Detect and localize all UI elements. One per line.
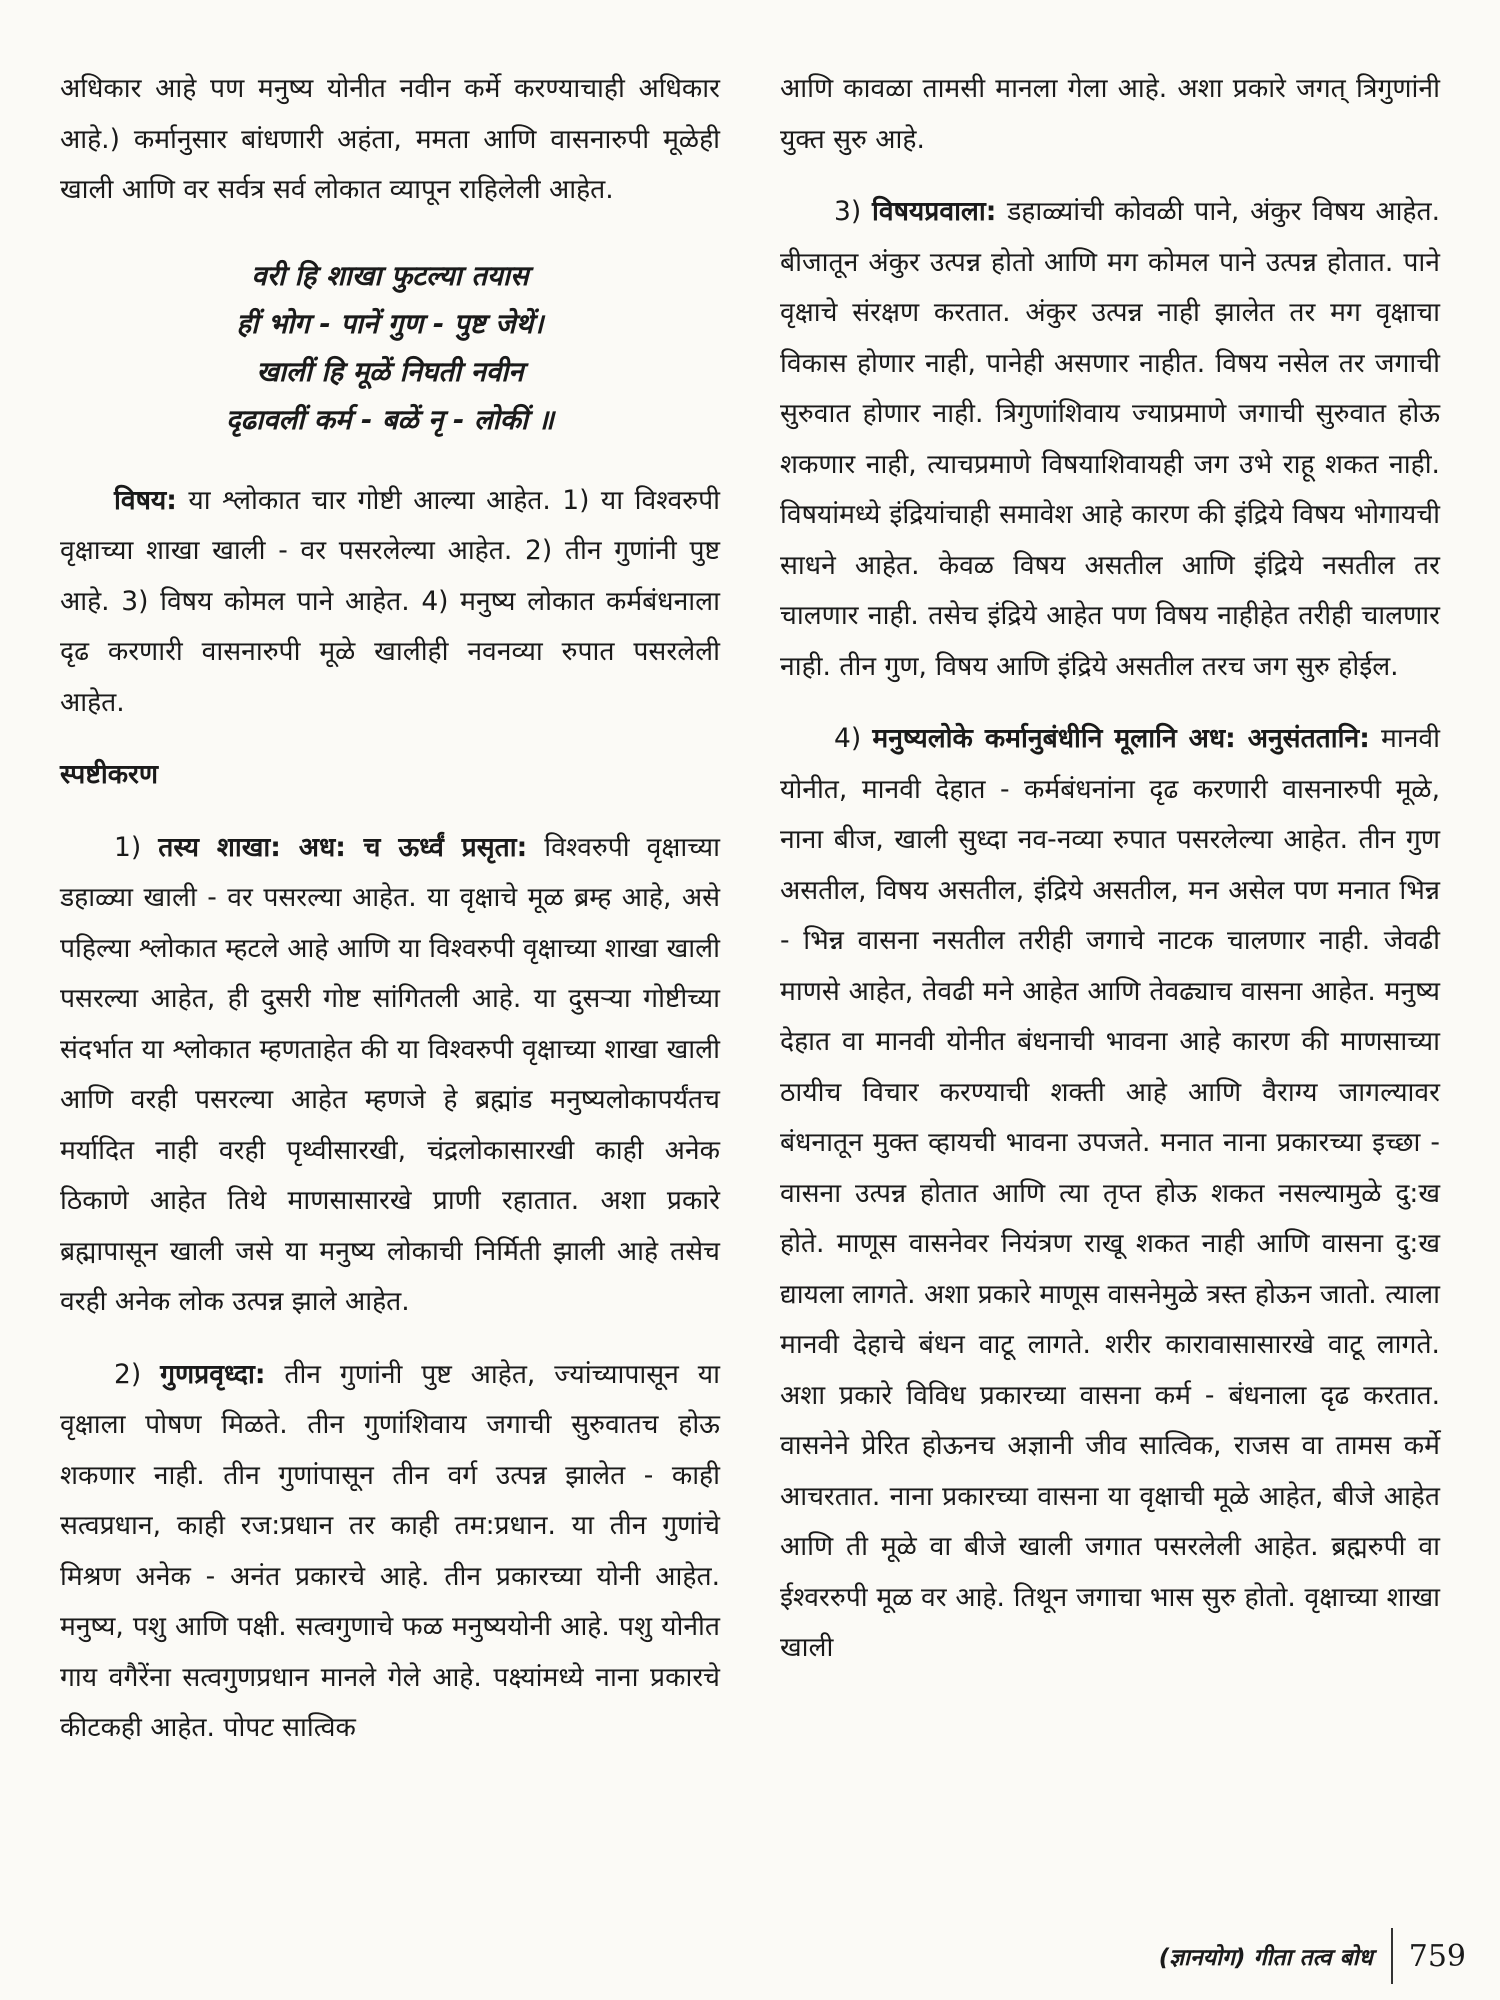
book-title: (ज्ञानयोग) गीता तत्व बोध <box>1158 1945 1373 1971</box>
continued-paragraph: अधिकार आहे पण मनुष्य योनीत नवीन कर्मे करण्याचाही अधिकार आहे.) कर्मानुसार बांधणारी अहंता, ममता आणि वासनारुपी मूळेही खाली आणि वर सर्वत्र सर्व लोकात व्यापून राहिलेली आहेत. <box>60 73 720 205</box>
subject-label: विषय: <box>114 484 177 516</box>
point-number: 2) <box>114 1358 161 1390</box>
point-text: मानवी योनीत, मानवी देहात - कर्मबंधनांना दृढ करणारी वासनारुपी मूळे, नाना बीज, खाली सुध्दा नव-नव्या रुपात पसरलेल्या आहेत. तीन गुण असतील, विषय असतील, इंद्रिये असतील, मन असेल पण मनात भिन्न - भिन्न वासना नसतील तरीही जगाचे नाटक चालणार नाही. जेवढी माणसे आहेत, तेवढी मने आहेत आणि तेवढ्याच वासना आहेत. मनुष्य देहात वा मानवी योनीत बंधनाची भावना आहे कारण की माणसाच्या ठायीच विचार करण्याची शक्ती आहे आणि वैराग्य जागल्यावर बंधनातून मुक्त व्हायची भावना उपजते. मनात नाना प्रकारच्या इच्छा - वासना उत्पन्न होतात आणि त्या तृप्त होऊ शकत नसल्यामुळे दु:ख होते. माणूस वासनेवर नियंत्रण राखू शकत नाही आणि वासना दु:ख द्यायला लागते. अशा प्रकारे माणूस वासनेमुळे त्रस्त होऊन जातो. त्याला मानवी देहाचे बंधन वाटू लागते. शरीर कारावासासारखे वाटू लागते. अशा प्रकारे विविध प्रकारच्या वासना कर्म - बंधनाला दृढ करतात. वासनेने प्रेरित होऊनच अज्ञानी जीव सात्विक, राजस वा तामस कर्मे आचरतात. नाना प्रकारच्या वासना या वृक्षाची मूळे आहेत, बीजे आहेत आणि ती मूळे वा बीजे खाली जगात पसरलेली आहेत. ब्रह्मरुपी वा ईश्वररुपी मूळ वर आहे. तिथून जगाचा भास सुरु होतो. वृक्षाच्या शाखा खाली <box>780 723 1440 1663</box>
left-column <box>60 64 720 1754</box>
verse-line: दृढावलीं कर्म - बळें नृ - लोकीं ॥ <box>225 403 555 436</box>
footer-divider <box>1391 1928 1393 1984</box>
verse-line: वरी हि शाखा फुटल्या तयास <box>251 259 529 292</box>
point-number: 3) <box>834 196 872 227</box>
subject-paragraph <box>60 476 720 729</box>
right-column <box>780 64 1440 1674</box>
point-number: 4) <box>834 723 873 754</box>
verse-line: खालीं हि मूळें निघती नवीन <box>256 355 524 388</box>
page-footer <box>1159 1928 1466 1984</box>
point-label: विषयप्रवाला: <box>871 196 997 227</box>
explanation-paragraph-2 <box>60 1350 720 1754</box>
page-number: 759 <box>1408 1938 1466 1974</box>
point-text: विश्वरुपी वृक्षाच्या डहाळ्या खाली - वर पसरल्या आहेत. या वृक्षाचे मूळ ब्रम्ह आहे, असे पहिल्या श्लोकात म्हटले आहे आणि या विश्वरुपी वृक्षाच्या शाखा खाली पसरल्या आहेत, ही दुसरी गोष्ट सांगितली आहे. या दुसऱ्या गोष्टीच्या संदर्भात या श्लोकात म्हणताहेत की या विश्वरुपी वृक्षाच्या शाखा खाली आणि वरही पसरल्या आहेत म्हणजे हे ब्रह्मांड मनुष्यलोकापर्यंतच मर्यादित नाही वरही पृथ्वीसारखी, चंद्रलोकासारखी काही अनेक ठिकाणे आहेत तिथे माणसासारखे प्राणी रहातात. अशा प्रकारे ब्रह्मापासून खाली जसे या मनुष्य लोकाची निर्मिती झाली आहे तसेच वरही अनेक लोक उत्पन्न झाले आहेत. <box>60 831 720 1317</box>
subject-text: या श्लोकात चार गोष्टी आल्या आहेत. 1) या विश्वरुपी वृक्षाच्या शाखा खाली - वर पसरलेल्या आहेत. 2) तीन गुणांनी पुष्ट आहे. 3) विषय कोमल पाने आहेत. 4) मनुष्य लोकात कर्मबंधनाला दृढ करणारी वासनारुपी मूळे खालीही नवनव्या रुपात पसरलेली आहेत. <box>60 484 720 718</box>
point-label: मनुष्यलोके कर्मानुबंधीनि मूलानि अध: अनुसंततानि: <box>872 723 1370 754</box>
point-text: तीन गुणांनी पुष्ट आहेत, ज्यांच्यापासून या वृक्षाला पोषण मिळते. तीन गुणांशिवाय जगाची सुरुवातच होऊ शकणार नाही. तीन गुणांपासून तीन वर्ग उत्पन्न झालेत - काही सत्वप्रधान, काही रज:प्रधान तर काही तम:प्रधान. या तीन गुणांचे मिश्रण अनेक - अनंत प्रकारचे आहे. तीन प्रकारच्या योनी आहेत. मनुष्य, पशु आणि पक्षी. सत्वगुणाचे फळ मनुष्ययोनी आहे. पशु योनीत गाय वगैरेंना सत्वगुणप्रधान मानले गेले आहे. पक्ष्यांमध्ये नाना प्रकारचे कीटकही आहेत. पोपट सात्विक <box>60 1358 720 1743</box>
explanation-paragraph-1 <box>60 823 720 1328</box>
verse-line: हीं भोग - पानें गुण - पुष्ट जेथें। <box>236 307 544 340</box>
explanation-paragraph-4 <box>780 714 1440 1674</box>
point-number: 1) <box>114 831 159 863</box>
continued-paragraph: आणि कावळा तामसी मानला गेला आहे. अशा प्रकारे जगत् त्रिगुणांनी युक्त सुरु आहे. <box>780 73 1440 155</box>
section-heading: स्पष्टीकरण <box>60 759 159 790</box>
point-text: डहाळ्यांची कोवळी पाने, अंकुर विषय आहेत. बीजातून अंकुर उत्पन्न होतो आणि मग कोमल पाने उत्पन्न होतात. पाने वृक्षाचे संरक्षण करतात. अंकुर उत्पन्न नाही झालेत तर मग वृक्षाचा विकास होणार नाही, पानेही असणार नाहीत. विषय नसेल तर जगाची सुरुवात होणार नाही. त्रिगुणांशिवाय ज्याप्रमाणे जगाची सुरुवात होऊ शकणार नाही, त्याचप्रमाणे विषयाशिवायही जग उभे राहू शकत नाही. विषयांमध्ये इंद्रियांचाही समावेश आहे कारण की इंद्रिये विषय भोगायची साधने आहेत. केवळ विषय असतील आणि इंद्रिये नसतील तर चालणार नाही. तसेच इंद्रिये आहेत पण विषय नाहीहेत तरीही चालणार नाही. तीन गुण, विषय आणि इंद्रिये असतील तरच जग सुरु होईल. <box>780 196 1440 682</box>
point-label: गुणप्रवृध्दा: <box>160 1358 266 1390</box>
point-label: तस्य शाखा: अध: च ऊर्ध्वं प्रसृता: <box>158 831 528 863</box>
verse-block <box>60 252 720 444</box>
explanation-paragraph-3 <box>780 187 1440 692</box>
